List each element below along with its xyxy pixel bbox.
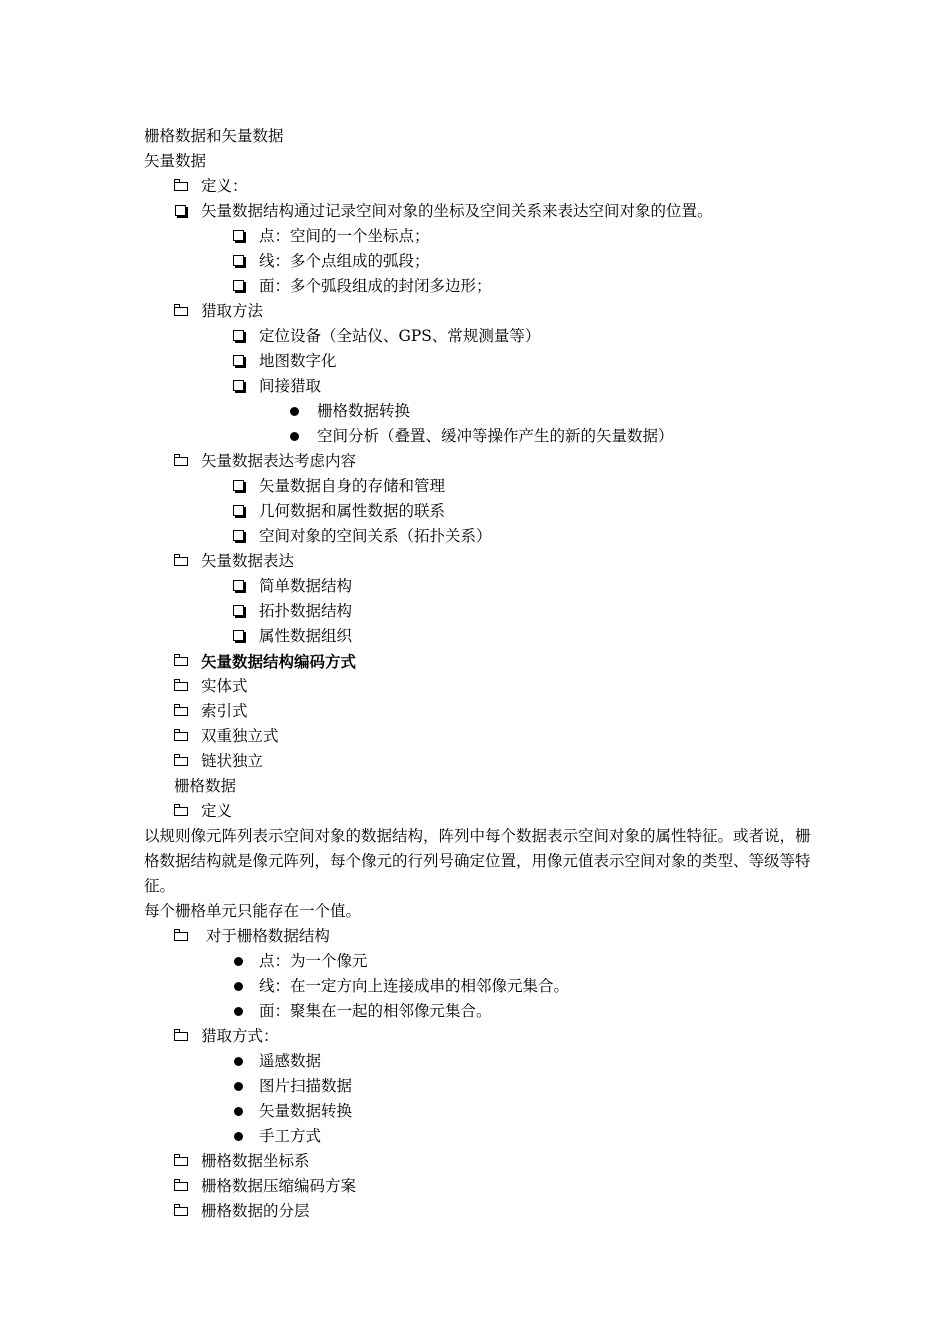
folder-icon — [174, 457, 188, 466]
raster-definition-paragraph: 以规则像元阵列表示空间对象的数据结构，阵列中每个数据表示空间对象的属性特征。或者说，栅格数据结构就是像元阵列，每个像元的行列号确定位置，用像元值表示空间对象的类型、等级等特征。 — [144, 827, 811, 895]
checkbox-bullet-icon — [233, 230, 244, 241]
checkbox-bullet-icon — [233, 355, 244, 366]
round-bullet-icon — [234, 957, 243, 966]
vector-heading: 矢量数据 — [144, 152, 207, 170]
folder-icon — [174, 1032, 188, 1041]
folder-icon — [174, 557, 188, 566]
raster-one-value-text: 每个栅格单元只能存在一个值。 — [144, 902, 362, 920]
folder-icon — [174, 1207, 188, 1216]
checkbox-bullet-icon — [233, 605, 244, 616]
checkbox-bullet-icon — [233, 630, 244, 641]
round-bullet-icon — [290, 407, 299, 416]
folder-icon — [174, 732, 188, 741]
folder-icon — [174, 657, 188, 666]
round-bullet-icon — [234, 1132, 243, 1141]
checkbox-bullet-icon — [233, 480, 244, 491]
raster-heading: 栅格数据 — [174, 777, 237, 795]
checkbox-bullet-icon — [233, 530, 244, 541]
document-page: 栅格数据和矢量数据 矢量数据 定义： 矢量数据结构通过记录空间对象的坐标及空间关系来表达空间对象的位置。 点：空间的一个坐标点； 线：多个点组成的弧段； 面：多个弧段组成的封闭多边形； 猎取方法 定位设备（全站仪、GPS、常规测量等） 地图数字化 间接猎取 栅格数据转换 空间分析（叠置、缓冲等操作产生的新的矢量数据） 矢量数据表达考虑内容 矢量数据自身的存储和管理 几何数据和属性数据的联系 空间对象的空间关系（拓扑关系） 矢量数据表达 简单数据结构 拓扑数据结构 属性数据组织 矢量数据结构编码方式 实体式 索引式 双重独立式 链状独立 栅格数据 定义 以规则像元阵列表示空间对象的数据结构，阵列中每个数据表示空间对象的属性特征。或者说，栅格数据结构就是像元阵列，每个像元的行列号确定位置，用像元值表示空间对象的类型、等级等特征。 每个栅格单元只能存在一个值。 对于栅格数据结构 点：为一个像元 线：在一定方向上连接成串的相邻像元集合。 面：聚集在一起的相邻像元集合。 猎取方式： 遥感数据 图片扫描数据 矢量数据转换 手工方式 栅格数据坐标系 栅格数据压缩编码方案 栅格数据的分层 — [0, 0, 950, 1344]
checkbox-bullet-icon — [233, 330, 244, 341]
checkbox-bullet-icon — [233, 580, 244, 591]
folder-icon — [174, 1157, 188, 1166]
folder-icon — [174, 307, 188, 316]
round-bullet-icon — [234, 1082, 243, 1091]
folder-icon — [174, 707, 188, 716]
checkbox-bullet-icon — [175, 205, 186, 216]
folder-icon — [174, 757, 188, 766]
checkbox-bullet-icon — [233, 505, 244, 516]
round-bullet-icon — [234, 1107, 243, 1116]
round-bullet-icon — [290, 432, 299, 441]
folder-icon — [174, 182, 188, 191]
checkbox-bullet-icon — [233, 280, 244, 291]
round-bullet-icon — [234, 1007, 243, 1016]
folder-icon — [174, 807, 188, 816]
round-bullet-icon — [234, 1057, 243, 1066]
folder-icon — [174, 682, 188, 691]
document-title: 栅格数据和矢量数据 — [144, 127, 284, 145]
checkbox-bullet-icon — [233, 380, 244, 391]
folder-icon — [174, 1182, 188, 1191]
folder-icon — [174, 932, 188, 941]
round-bullet-icon — [234, 982, 243, 991]
checkbox-bullet-icon — [233, 255, 244, 266]
